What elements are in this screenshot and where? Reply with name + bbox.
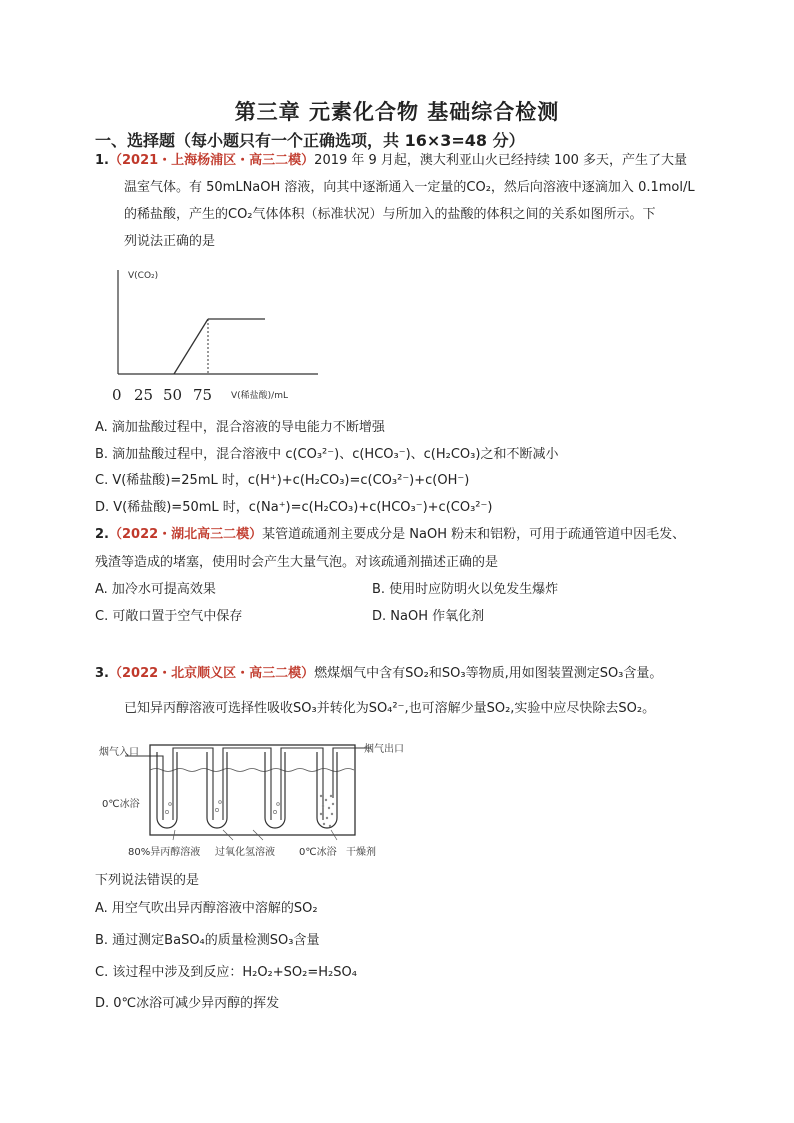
page-title: 第三章 元素化合物 基础综合检测 xyxy=(234,100,560,124)
diagram-inlet-label: 烟气入口 xyxy=(99,747,139,758)
q1-line-4: 列说法正确的是 xyxy=(124,234,216,249)
q3-option-c: C. 该过程中涉及到反应：H₂O₂+SO₂=H₂SO₄ xyxy=(95,965,357,980)
diagram-label-isopropanol: 80%异丙醇溶液 xyxy=(128,847,201,858)
q3-line-1 xyxy=(95,664,662,684)
q2-line-2: 残渣等造成的堵塞，使用时会产生大量气泡。对该疏通剂描述正确的是 xyxy=(95,555,499,570)
q1-option-b: B. 滴加盐酸过程中，混合溶液中 c(CO₃²⁻)、c(HCO₃⁻)、c(H₂CO₃)之和不断减小 xyxy=(95,447,559,462)
bottle-1 xyxy=(157,752,177,828)
bottle-2 xyxy=(207,752,227,828)
diagram-outlet-label: 烟气出口 xyxy=(364,744,404,755)
connecting-tubes xyxy=(125,748,371,820)
q1-source: （2021・上海杨浦区・高三二模） xyxy=(108,153,315,168)
section-heading: 一、选择题（每小题只有一个正确选项，共 16×3=48 分） xyxy=(95,131,525,150)
q1-xlabel: V(稀盐酸)/mL xyxy=(231,391,288,401)
diagram-left-bath-label: 0℃冰浴 xyxy=(102,799,140,810)
ice-bath-tank xyxy=(150,745,355,835)
q2-source: （2022・湖北高三二模） xyxy=(108,527,263,542)
bottle-3 xyxy=(265,752,285,828)
q1-option-d: D. V(稀盐酸)=50mL 时，c(Na⁺)=c(H₂CO₃)+c(HCO₃⁻)+c(CO₃²⁻) xyxy=(95,500,493,515)
q1-xtick-0: 0 xyxy=(112,386,122,404)
diagram-label-desiccant: 干燥剂 xyxy=(346,847,376,858)
q1-ylabel: V(CO₂) xyxy=(128,271,159,281)
q1-xtick-75: 75 xyxy=(193,386,213,404)
q1-option-c: C. V(稀盐酸)=25mL 时，c(H⁺)+c(H₂CO₃)=c(CO₃²⁻)+c(OH⁻) xyxy=(95,473,470,488)
q2-option-a: A. 加冷水可提高效果 xyxy=(95,582,216,597)
q2-option-d: D. NaOH 作氧化剂 xyxy=(372,609,485,624)
q3-option-d: D. 0℃冰浴可减少异丙醇的挥发 xyxy=(95,996,280,1011)
q2-text-1: 某管道疏通剂主要成分是 NaOH 粉末和铝粉，可用于疏通管道中因毛发、 xyxy=(262,527,686,542)
q3-option-b: B. 通过测定BaSO₄的质量检测SO₃含量 xyxy=(95,933,320,948)
q3-source: （2022・北京顺义区・高三二模） xyxy=(108,666,315,681)
q2-option-b: B. 使用时应防明火以免发生爆炸 xyxy=(372,582,559,597)
q2-number: 2. xyxy=(95,527,109,542)
diagram-label-peroxide: 过氧化氢溶液 xyxy=(215,847,275,858)
q1-text-1: 2019 年 9 月起，澳大利亚山火已经持续 100 多天，产生了大量 xyxy=(314,153,688,168)
drying-agent xyxy=(320,795,334,827)
q1-number: 1. xyxy=(95,153,109,168)
q1-chart xyxy=(108,262,328,412)
q1-series-line xyxy=(174,319,208,374)
q1-line-1 xyxy=(95,151,687,171)
q3-line-2: 已知异丙醇溶液可选择性吸收SO₃并转化为SO₄²⁻,也可溶解少量SO₂,实验中应尽快除去SO₂。 xyxy=(124,701,656,716)
q3-number: 3. xyxy=(95,666,109,681)
q1-xtick-25: 25 xyxy=(134,386,154,404)
bottle-4 xyxy=(317,752,337,828)
q1-line-2: 温室气体。有 50mLNaOH 溶液，向其中逐渐通入一定量的CO₂，然后向溶液中逐滴加入 0.1mol/L xyxy=(124,180,695,195)
q3-option-a: A. 用空气吹出异丙醇溶液中溶解的SO₂ xyxy=(95,901,318,916)
diagram-label-ice-bath: 0℃冰浴 xyxy=(299,847,337,858)
q3-text-1: 燃煤烟气中含有SO₂和SO₃等物质,用如图装置测定SO₃含量。 xyxy=(314,666,663,681)
q2-option-c: C. 可敞口置于空气中保存 xyxy=(95,609,243,624)
q1-line-3: 的稀盐酸，产生的CO₂气体体积（标准状况）与所加入的盐酸的体积之间的关系如图所示。下 xyxy=(124,207,656,222)
q1-option-a: A. 滴加盐酸过程中，混合溶液的导电能力不断增强 xyxy=(95,420,385,435)
q2-line-1 xyxy=(95,525,685,545)
q1-xtick-50: 50 xyxy=(163,386,183,404)
bubbles xyxy=(165,801,279,814)
q3-apparatus-diagram xyxy=(95,738,404,863)
q3-prompt: 下列说法错误的是 xyxy=(95,873,200,888)
